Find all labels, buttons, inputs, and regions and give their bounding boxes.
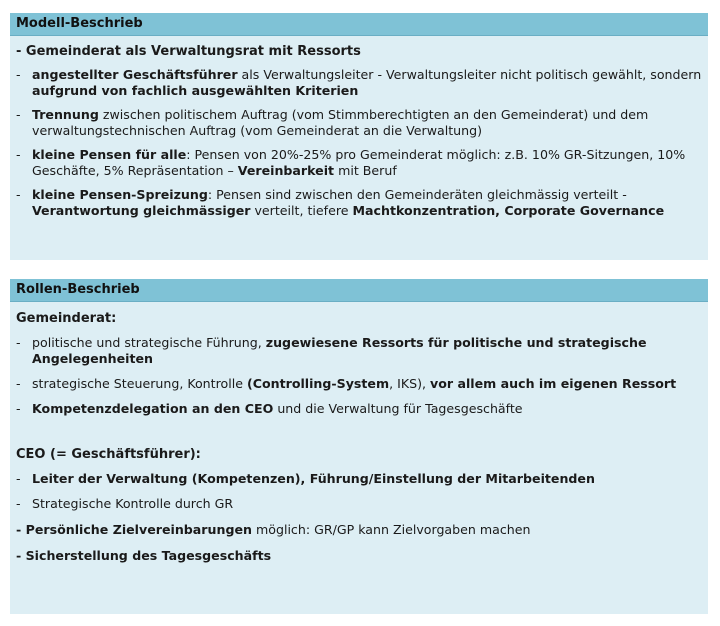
text: strategische Steuerung, Kontrolle — [32, 376, 247, 391]
bold-text: angestellter Geschäftsführer — [32, 67, 238, 82]
text: : Pensen von 20%-25% pro Gemeinderat möglich: z.B. 10% GR-Sitzungen, 10% Geschäfte, 5% Repräsentation – — [32, 147, 686, 178]
text: zwischen politischem Auftrag (vom Stimmberechtigten an den Gemeinderat) und dem verwaltungstechnischen Auftrag (vom Gemeinderat an die Verwaltung) — [32, 107, 649, 138]
bullet-text — [32, 496, 702, 512]
bold-text: (Controlling-System — [246, 376, 390, 391]
line-text — [16, 522, 702, 538]
bold-text: Leiter der Verwaltung (Kompetenzen), Führung/Einstellung der Mitarbeitenden — [32, 471, 595, 486]
ceo-bullet — [16, 471, 702, 487]
modell-bullet — [16, 147, 702, 179]
line-text — [16, 548, 702, 564]
bullet-dash: - — [16, 471, 21, 486]
bullet-dash: - — [16, 401, 21, 416]
rollen-body — [10, 311, 708, 564]
bold-text: vor allem auch im eigenen Ressort — [430, 376, 677, 391]
bold-text: zugewiesene Ressorts für politische und strategische Angelegenheiten — [32, 335, 647, 366]
bold-text: Trennung — [32, 107, 99, 122]
gemeinderat-bullet-list — [16, 335, 702, 417]
bold-text: - Sicherstellung des Tagesgeschäfts — [16, 548, 272, 563]
modell-bullet-list — [16, 67, 702, 219]
rollen-header: Rollen-Beschrieb — [10, 279, 708, 302]
bullet-text — [32, 187, 702, 219]
bold-text: - Persönliche Zielvereinbarungen — [16, 522, 252, 537]
text: Strategische Kontrolle durch GR — [32, 496, 234, 511]
gemeinderat-bullet — [16, 401, 702, 417]
bullet-dash: - — [16, 187, 21, 202]
text: als Verwaltungsleiter - Verwaltungsleiter nicht politisch gewählt, sondern — [237, 67, 702, 82]
bold-text: aufgrund von fachlich ausgewählten Kriterien — [32, 83, 359, 98]
bold-text: Verantwortung gleichmässiger — [32, 203, 251, 218]
bullet-dash: - — [16, 147, 21, 162]
text: und die Verwaltung für Tagesgeschäfte — [273, 401, 523, 416]
bold-text: Kompetenzdelegation an den CEO — [32, 401, 274, 416]
bullet-text — [32, 376, 702, 392]
bullet-dash: - — [16, 335, 21, 350]
rollen-panel — [10, 279, 708, 614]
ceo-line — [16, 522, 702, 538]
modell-body — [10, 44, 708, 219]
bullet-dash: - — [16, 496, 21, 511]
ceo-title: CEO (= Geschäftsführer): — [16, 447, 201, 462]
bold-text: kleine Pensen für alle — [32, 147, 187, 162]
text: möglich: GR/GP kann Zielvorgaben machen — [251, 522, 531, 537]
ceo-bullet — [16, 496, 702, 512]
ceo-bullet-list — [16, 471, 702, 512]
bold-text: kleine Pensen-Spreizung — [32, 187, 208, 202]
text: politische und strategische Führung, — [32, 335, 266, 350]
text: mit Beruf — [334, 163, 397, 178]
bullet-text — [32, 471, 702, 487]
bold-text: Machtkonzentration, Corporate Governance — [352, 203, 665, 218]
ceo-line-list — [16, 522, 702, 564]
modell-title: - Gemeinderat als Verwaltungsrat mit Ressorts — [16, 44, 361, 59]
bullet-dash: - — [16, 107, 21, 122]
text: verteilt, tiefere — [250, 203, 353, 218]
text: : Pensen sind zwischen den Gemeinderäten gleichmässig verteilt - — [207, 187, 627, 202]
gemeinderat-bullet — [16, 376, 702, 392]
text: , IKS), — [389, 376, 430, 391]
modell-bullet — [16, 67, 702, 99]
bullet-text — [32, 401, 702, 417]
ceo-line — [16, 548, 702, 564]
modell-header: Modell-Beschrieb — [10, 13, 708, 36]
bullet-text — [32, 147, 702, 179]
bullet-dash: - — [16, 67, 21, 82]
bold-text: Vereinbarkeit — [237, 163, 335, 178]
modell-panel — [10, 13, 708, 260]
gemeinderat-title: Gemeinderat: — [16, 311, 117, 326]
gemeinderat-bullet — [16, 335, 702, 367]
bullet-dash: - — [16, 376, 21, 391]
modell-bullet — [16, 107, 702, 139]
bullet-text — [32, 67, 702, 99]
bullet-text — [32, 107, 702, 139]
modell-bullet — [16, 187, 702, 219]
bullet-text — [32, 335, 702, 367]
